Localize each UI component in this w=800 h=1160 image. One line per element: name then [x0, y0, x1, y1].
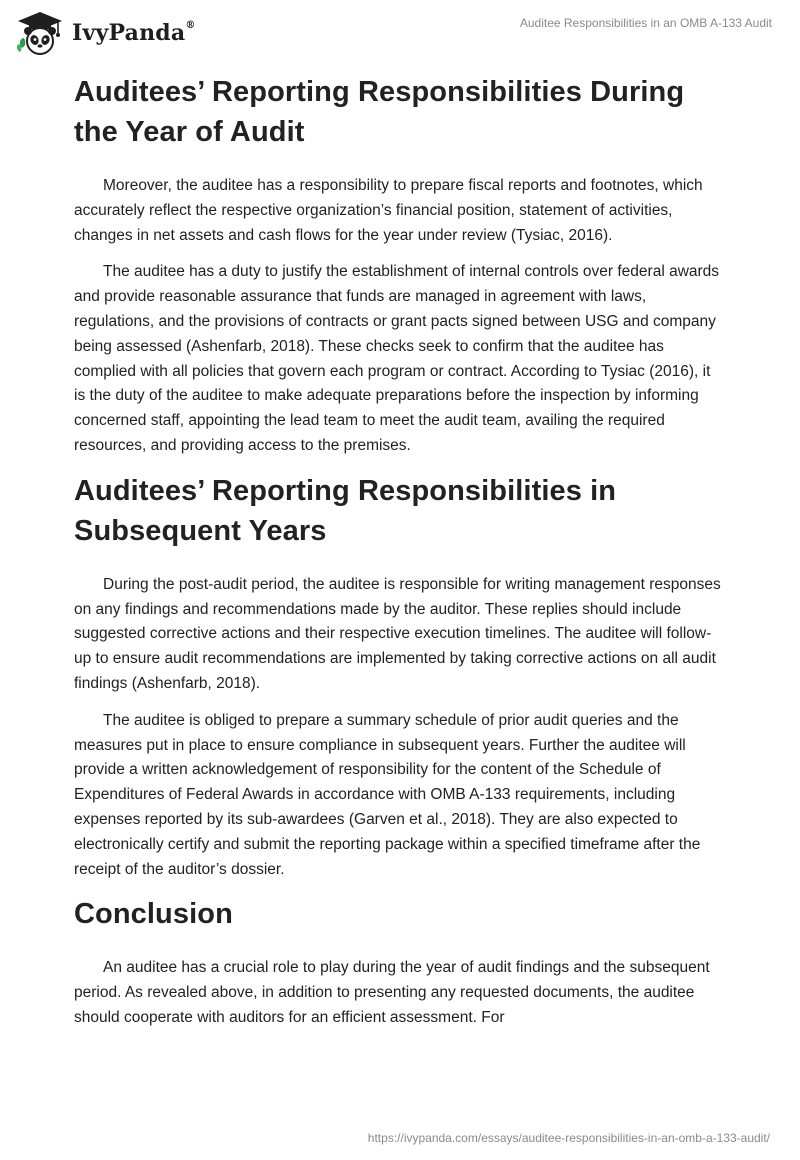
source-url-link[interactable]: https://ivypanda.com/essays/auditee-responsibilities-in-an-omb-a-133-audit/: [367, 1131, 770, 1145]
paragraph: Moreover, the auditee has a responsibility to prepare fiscal reports and footnotes, which accurately reflect the respective organization’s financial position, statement of activities, changes in net assets and cash flows for the year under review (Tysiac, 2016).: [74, 177, 703, 244]
section-heading: Conclusion: [74, 898, 233, 931]
panda-graduate-icon: [14, 10, 66, 56]
ivypanda-logo[interactable]: [14, 8, 196, 58]
paragraph: An auditee has a crucial role to play during the year of audit findings and the subsequent period. As revealed above, in addition to presenting any requested documents, the auditee should cooperate with auditors for an efficient assessment. For: [74, 959, 710, 1026]
brand-name: IvyPanda®: [72, 19, 196, 46]
section-conclusion: [74, 894, 724, 1030]
section-heading: Auditees’ Reporting Responsibilities in Subsequent Years: [74, 474, 617, 547]
document-title: Auditee Responsibilities in an OMB A-133 Audit: [519, 16, 772, 30]
section-subsequent-years: [74, 471, 724, 883]
page-header: [0, 0, 800, 70]
section-heading: Auditees’ Reporting Responsibilities During the Year of Audit: [74, 76, 685, 148]
article-body: [74, 72, 724, 1043]
paragraph: During the post-audit period, the auditee is responsible for writing management responses on any findings and recommendations made by the auditor. These replies should include suggested corrective actions and their respective execution timelines. The auditee will follow-up to ensure audit recommendations are implemented by taking corrective actions on all audit findings (Ashenfarb, 2018).: [74, 575, 721, 692]
paragraph: The auditee has a duty to justify the establishment of internal controls over federal awards and provide reasonable assurance that funds are managed in agreement with laws, regulations, and the provisions of contracts or grant pacts signed between USG and company being assessed (Ashenfarb, 2018). These checks seek to confirm that the auditee has complied with all policies that govern each program or contract. According to Tysiac (2016), it is the duty of the auditee to make adequate preparations before the inspection by informing concerned staff, appointing the lead team to meet the audit team, availing the required resources, and providing access to the premises.: [74, 263, 720, 454]
section-during-year: [74, 72, 724, 459]
paragraph: The auditee is obliged to prepare a summary schedule of prior audit queries and the measures put in place to ensure compliance in subsequent years. Further the auditee will provide a written acknowledgement of responsibility for the content of the Schedule of Expenditures of Federal Awards in accordance with OMB A-133 requirements, including expenses reported by its sub-awardees (Garven et al., 2018). They are also expected to electronically certify and submit the reporting package within a specified timeframe after the receipt of the auditor’s dossier.: [74, 711, 701, 878]
